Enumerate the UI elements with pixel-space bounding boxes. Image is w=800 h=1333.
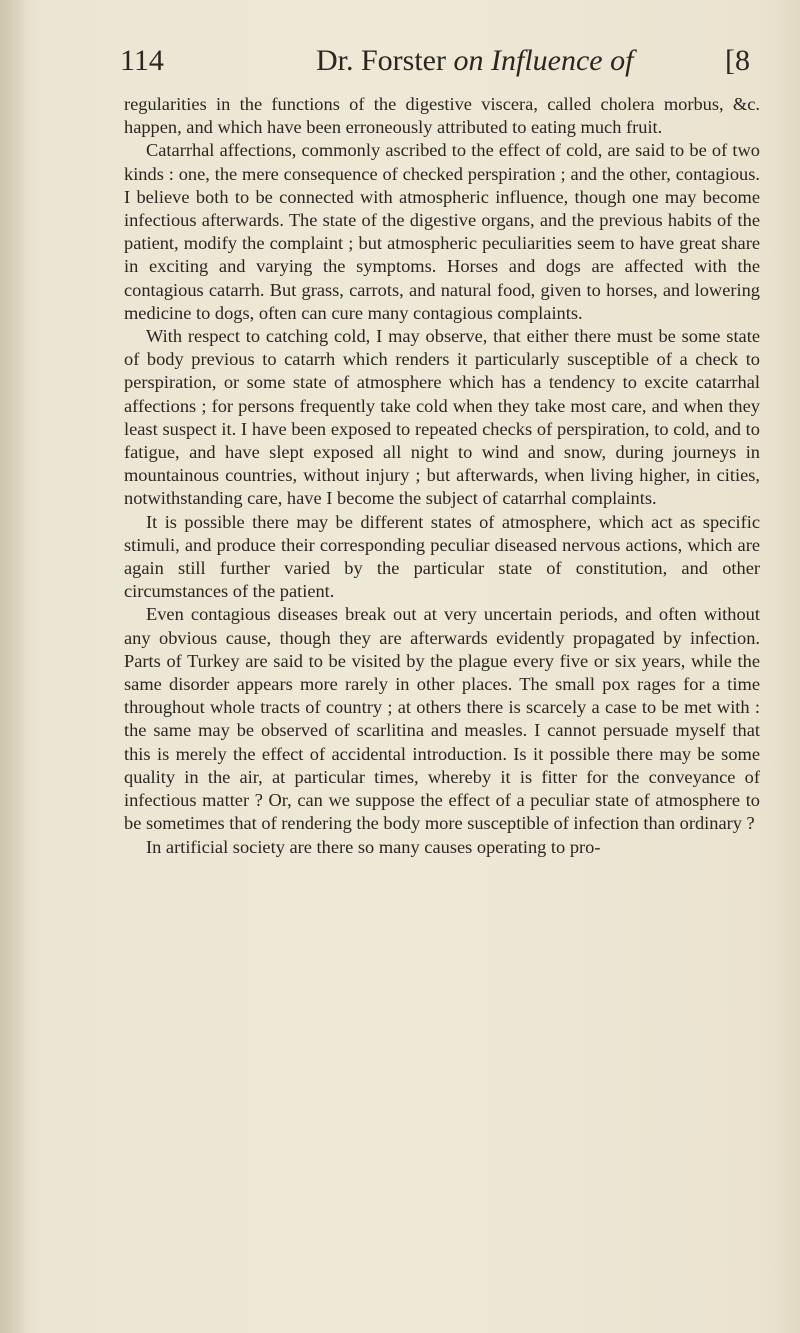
paragraph: It is possible there may be different states of atmosphere, which act as specific stimuli, and produce their corresponding peculiar diseased nervous actions, which are again still further varied by the particular state of constitution, and other circumstances of the patient.: [124, 511, 760, 602]
paragraph: regularities in the functions of the digestive viscera, called cholera morbus, &c. happen, and which have been erroneously attributed to eating much fruit.: [124, 94, 760, 138]
running-title-plain: Dr. Forster: [316, 44, 454, 77]
running-title: [316, 44, 633, 78]
paragraph: Even contagious diseases break out at very uncertain periods, and often without any obvious cause, though they are afterwards evidently propagated by infection. Parts of Turkey are said to be visited by the plague every five or six years, while the same disorder appears more rarely in other places. The small pox rages for a time throughout whole tracts of country ; at others there is scarcely a case to be met with : the same may be observed of scarlitina and measles. I cannot persuade myself that this is merely the effect of accidental introduction. Is it possible there may be some quality in the air, at particular times, whereby it is fitter for the conveyance of infectious matter ? Or, can we suppose the effect of a peculiar state of atmosphere to be sometimes that of rendering the body more susceptible of infection than ordinary ?: [124, 604, 760, 834]
running-header: [120, 44, 760, 84]
paragraph: Catarrhal affections, commonly ascribed to the effect of cold, are said to be of two kinds : one, the mere consequence of checked perspiration ; and the other, contagious. I believe both to be connected with atmospheric influence, though one may become infectious afterwards. The state of the digestive organs, and the previous habits of the patient, modify the complaint ; but atmospheric peculiarities seem to have great share in exciting and varying the symptoms. Horses and dogs are affected with the contagious catarrh. But grass, carrots, and natural food, given to horses, and lowering medicine to dogs, often can cure many contagious complaints.: [124, 140, 760, 323]
section-marker: [8: [725, 44, 750, 77]
running-title-italic: on Influence of: [453, 44, 634, 77]
paragraph: With respect to catching cold, I may observe, that either there must be some state of body previous to catarrh which renders it particularly susceptible of a check to perspiration, or some state of atmosphere which has a tendency to excite catarrhal affections ; for persons frequently take cold when they take most care, and when they least suspect it. I have been exposed to repeated checks of perspiration, to cold, and to fatigue, and have slept exposed all night to wind and snow, during journeys in mountainous countries, without injury ; but afterwards, when living higher, in cities, notwithstanding care, have I become the subject of catarrhal complaints.: [124, 326, 760, 509]
body-text: [124, 93, 760, 859]
paragraph: In artificial society are there so many causes operating to pro-: [146, 836, 601, 857]
page-binding-shadow: [0, 0, 26, 1333]
page-number: 114: [120, 44, 164, 77]
